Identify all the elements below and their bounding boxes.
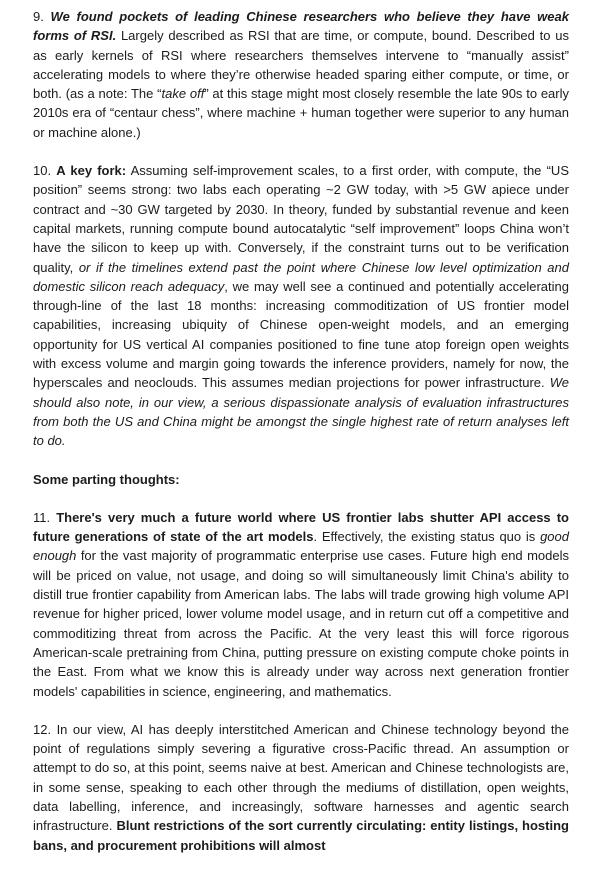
lead-statement: A key fork: [56, 163, 127, 179]
bold-text: Blunt restrictions of the sort currently circulating: entity listings, hosting bans, and procurement prohibitions will almost [33, 818, 569, 853]
lead-statement: We found pockets of leading Chinese researchers who believe they have weak forms of RSI. [33, 9, 569, 44]
paragraph-11 [33, 508, 569, 701]
italic-text: or if the timelines extend past the point where Chinese low level optimization and domestic silicon reach adequacy [33, 259, 569, 294]
italic-text: take off [161, 86, 205, 102]
item-number: 9. [33, 9, 51, 24]
paragraph-10 [33, 161, 569, 450]
body-text: , we may well see a continued and potentially accelerating through-line of the last 18 months: increasing commoditization of US frontier model capabilities, increasing ubiquity of Chinese open-weight models, and an emerging opportunity for US vertical AI companies positioned to fine tune atop foreign open weights with excess volume and margin going towards the inference providers, namely for now, the hyperscales and neoclouds. This assumes median projections for power infrastructure. [33, 278, 569, 391]
body-text: In our view, AI has deeply interstitched American and Chinese technology beyond the point of regulations simply severing a figurative cross-Pacific thread. An assumption or attempt to do so, at this point, seems naive at best. American and Chinese technologists are, in some sense, speaking to each other through the mediums of distillation, open weights, data labelling, inference, and increasingly, software harnesses and agentic search infrastructure. [33, 721, 569, 834]
body-text: Assuming self-improvement scales, to a first order, with compute, the “US position” seems strong: two labs each operating ~2 GW today, with >5 GW apiece under contract and ~30 GW targeted by 2030. In theory, funded by substantial revenue and keen capital markets, running compute bound autocatalytic “self improvement” loops China won’t have the silicon to keep up with. Conversely, if the constraint turns out to be verification quality, [33, 163, 569, 275]
item-number: 12. [33, 721, 57, 737]
body-text: . Effectively, the existing status quo is [313, 529, 541, 545]
lead-statement: There's very much a future world where US frontier labs shutter API access to future generations of state of the art models [33, 509, 569, 545]
body-text: ” at this stage might most closely resemble the late 90s to early 2010s era of “centaur chess”, where machine + human together were superior to any human or machine alone.) [33, 86, 570, 140]
item-number: 10. [33, 163, 57, 179]
paragraph-9 [33, 7, 569, 142]
document-body [33, 7, 569, 874]
section-heading: Some parting thoughts: [33, 471, 180, 487]
item-number: 11. [33, 509, 57, 525]
italic-text: We should also note, in our view, a serious dispassionate analysis of evaluation infrastructures from both the US and China might be amongst the single highest rate of return analyses left to do. [33, 375, 569, 449]
body-text: for the vast majority of programmatic enterprise use cases. Future high end models will be priced on value, not usage, and doing so will simultaneously limit China's ability to distill true frontier capability from American labs. The labs will trade growing high volume API revenue for higher priced, lower volume model usage, and in return cut off a competitive and commoditizing threat from across the Pacific. At the very least this will force rigorous American-scale pretraining from China, putting pressure on existing compute choke points in the East. From what we know this is already under way across next generation frontier models' capabilities in science, engineering, and mathematics. [33, 548, 569, 699]
body-text: Largely described as RSI that are time, or compute, bound. Described to us as early kernels of RSI where researchers themselves intervene to “manually assist” accelerating models to where they’re otherwise headed sparing either compute, or time, or both. (as a note: The “ [33, 28, 569, 102]
italic-text: good enough [33, 529, 569, 564]
paragraph-12 [33, 720, 569, 855]
